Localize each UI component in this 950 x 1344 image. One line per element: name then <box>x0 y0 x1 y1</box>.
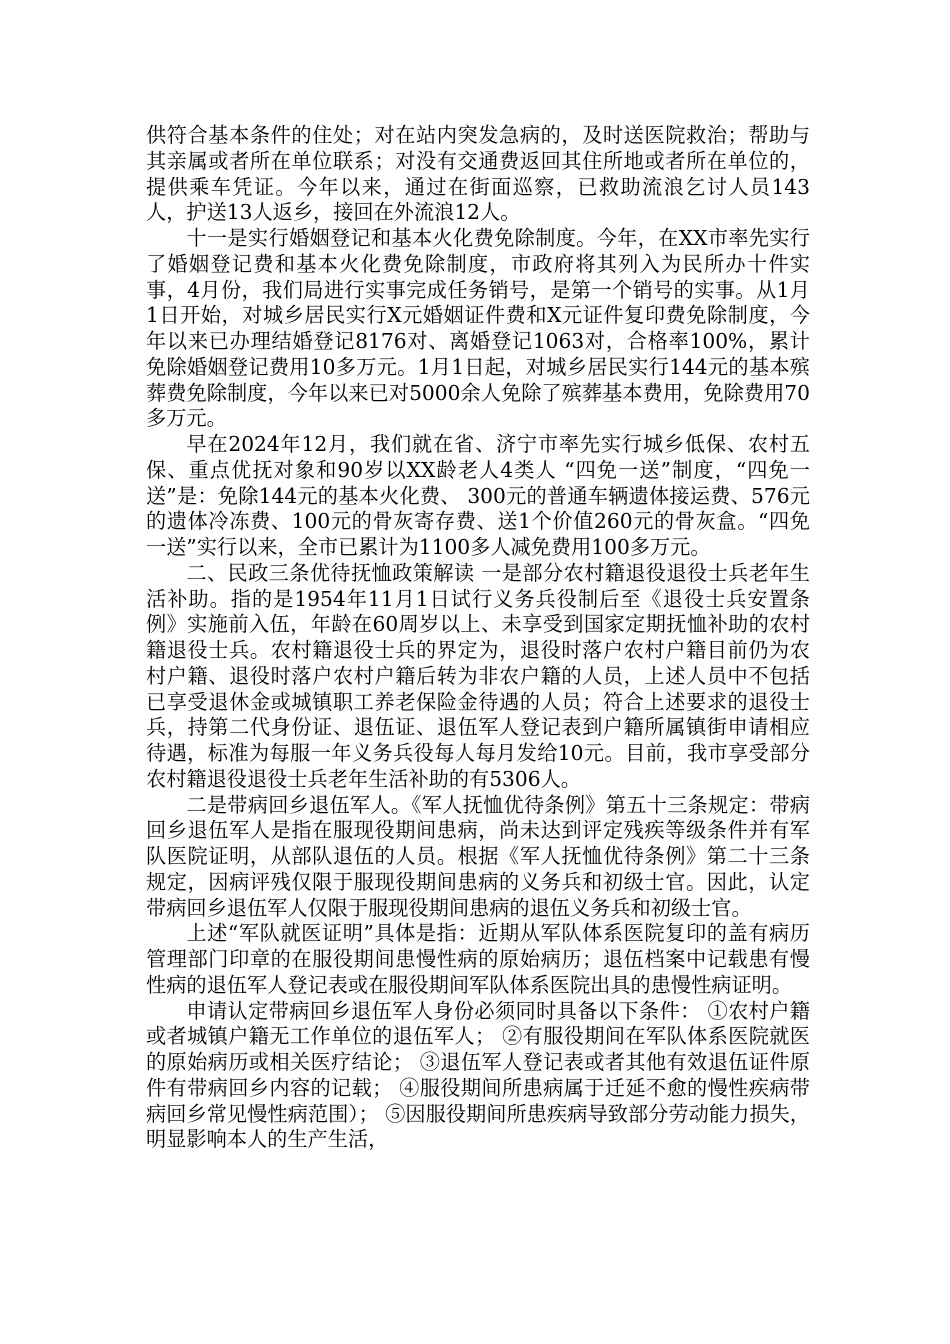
paragraph-continuation: 供符合基本条件的住处；对在站内突发急病的，及时送医院救治；帮助与其亲属或者所在单位联系；对没有交通费返回其住所地或者所在单位的，提供乘车凭证。今年以来，通过在街面巡察，已救助流浪乞讨人员143人，护送13人返乡，接回在外流浪12人。 <box>146 123 810 225</box>
document-body <box>146 123 810 1153</box>
paragraph-four-exemptions: 早在2024年12月，我们就在省、济宁市率先实行城乡低保、农村五保、重点优抚对象和90岁以XX龄老人4类人 “四免一送”制度，“四免一送”是：免除144元的基本火化费、 300元的普通车辆遗体接运费、576元的遗体冷冻费、100元的骨灰寄存费、送1个价值260元的骨灰盒。“四免一送”实行以来，全市已累计为1100多人减免费用100多万元。 <box>146 432 810 559</box>
paragraph-conditions: 申请认定带病回乡退伍军人身份必须同时具备以下条件： ①农村户籍或者城镇户籍无工作单位的退伍军人； ②有服役期间在军队体系医院就医的原始病历或相关医疗结论； ③退伍军人登记表或者其他有效退伍证件原件有带病回乡内容的记载； ④服役期间所患病属于迁延不愈的慢性疾病带病回乡常见慢性病范围）； ⑤因服役期间所患疾病导致部分劳动能力损失，明显影响本人的生产生活， <box>146 998 810 1152</box>
paragraph-sick-veterans: 二是带病回乡退伍军人。《军人抚恤优待条例》第五十三条规定：带病回乡退伍军人是指在服现役期间患病，尚未达到评定残疾等级条件并有军队医院证明，从部队退伍的人员。根据《军人抚恤优待条例》第二十三条规定，因病评残仅限于服现役期间患病的义务兵和初级士官。因此，认定带病回乡退伍军人仅限于服现役期间患病的退伍义务兵和初级士官。 <box>146 792 810 920</box>
paragraph-medical-proof: 上述“军队就医证明”具体是指：近期从军队体系医院复印的盖有病历管理部门印章的在服役期间患慢性病的原始病历；退伍档案中记载患有慢性病的退伍军人登记表或在服役期间军队体系医院出具的患慢性病证明。 <box>146 921 810 997</box>
paragraph-marriage-cremation: 十一是实行婚姻登记和基本火化费免除制度。今年，在XX市率先实行了婚姻登记费和基本火化费免除制度，市政府将其列入为民所办十件实事，4月份，我们局进行实事完成任务销号，是第一个销号的实事。从1月1日开始，对城乡居民实行X元婚姻证件费和X元证件复印费免除制度，今年以来已办理结婚登记8176对、离婚登记1063对，合格率100%，累计免除婚姻登记费用10多万元。1月1日起，对城乡居民实行144元的基本殡葬费免除制度，今年以来已对5000余人免除了殡葬基本费用，免除费用70多万元。 <box>146 226 810 431</box>
paragraph-policy-interpretation: 二、民政三条优待抚恤政策解读 一是部分农村籍退役退役士兵老年生活补助。指的是1954年11月1日试行义务兵役制后至《退役士兵安置条例》实施前入伍，年龄在60周岁以上、未享受到国家定期抚恤补助的农村籍退役士兵。农村籍退役士兵的界定为，退役时落户农村户籍目前仍为农村户籍、退役时落户农村户籍后转为非农户籍的人员，上述人员中不包括已享受退休金或城镇职工养老保险金待遇的人员；符合上述要求的退役士兵，持第二代身份证、退伍证、退伍军人登记表到户籍所属镇街申请相应待遇，标准为每服一年义务兵役每人每月发给10元。目前，我市享受部分农村籍退役退役士兵老年生活补助的有5306人。 <box>146 560 810 791</box>
